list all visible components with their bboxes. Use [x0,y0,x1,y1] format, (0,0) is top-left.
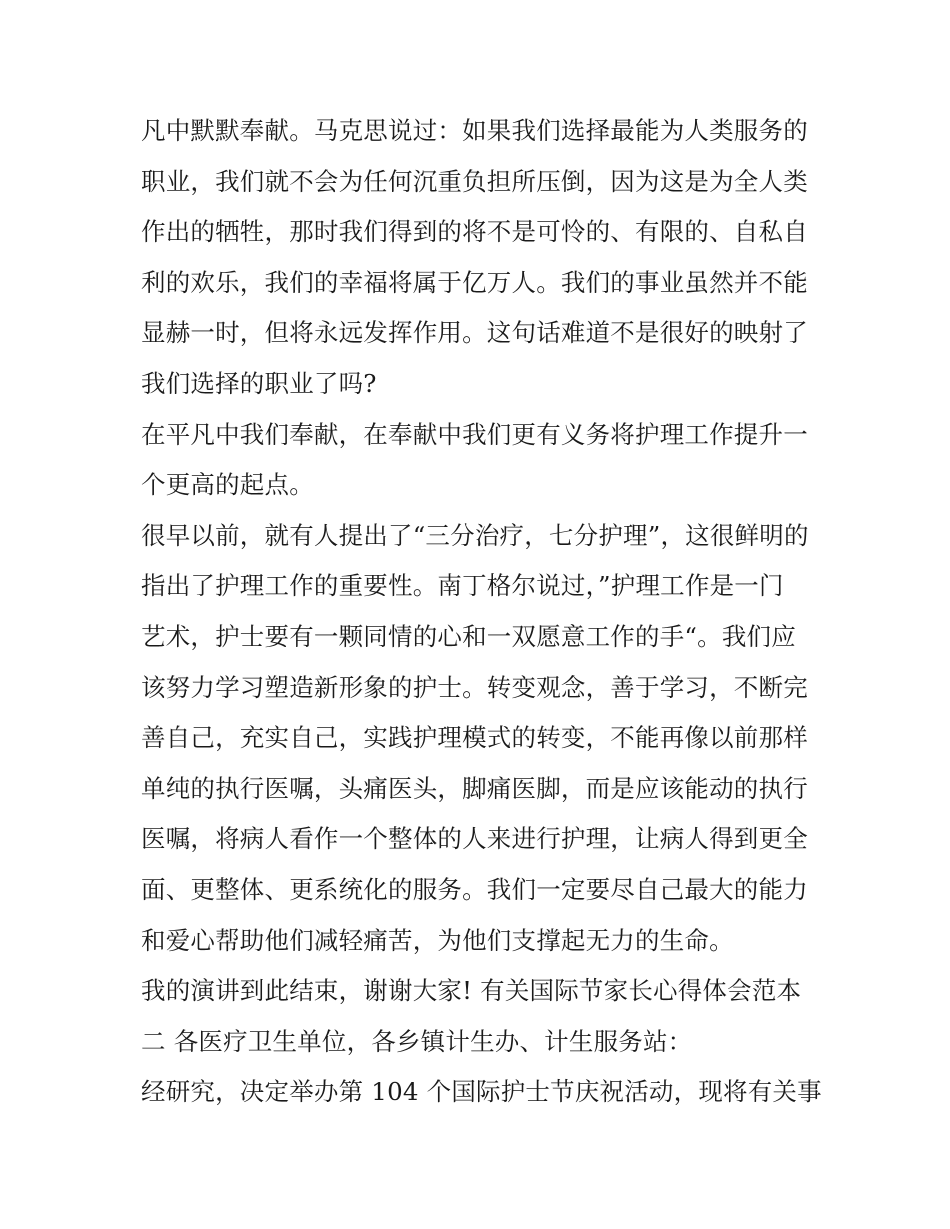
text-line: 在平凡中我们奉献，在奉献中我们更有义务将护理工作提升一 [141,419,808,449]
text-line: 艺术，护士要有一颗同情的心和一双愿意工作的手“。我们应 [141,621,796,651]
text-line: 显赫一时，但将永远发挥作用。这句话难道不是很好的映射了 [141,318,808,348]
text-line: 经研究，决定举办第 104 个国际护士节庆祝活动，现将有关事 [141,1077,822,1107]
text-line: 指出了护理工作的重要性。南丁格尔说过，”护理工作是一门 [141,571,784,601]
text-line: 作出的牺牲，那时我们得到的将不是可怜的、有限的、自私自 [141,217,808,247]
body-text [141,106,821,1118]
text-line: 个更高的起点。 [141,470,314,500]
text-line: 二 各医疗卫生单位，各乡镇计生办、计生服务站： [141,1026,693,1056]
text-line: 该努力学习塑造新形象的护士。转变观念，善于学习，不断完 [141,672,808,702]
text-line: 面、更整体、更系统化的服务。我们一定要尽自己最大的能力 [141,874,808,904]
text-line: 我们选择的职业了吗? [141,368,377,398]
text-line: 善自己，充实自己，实践护理模式的转变，不能再像以前那样 [141,723,808,753]
text-line: 凡中默默奉献。马克思说过：如果我们选择最能为人类服务的 [141,116,808,145]
text-line: 利的欢乐，我们的幸福将属于亿万人。我们的事业虽然并不能 [141,267,808,297]
text-line: 很早以前，就有人提出了“三分治疗，七分护理”，这很鲜明的 [141,520,809,550]
text-line: 我的演讲到此结束，谢谢大家! 有关国际节家长心得体会范本 [141,976,802,1006]
text-line: 医嘱，将病人看作一个整体的人来进行护理，让病人得到更全 [141,824,808,854]
text-line: 单纯的执行医嘱，头痛医头，脚痛医脚，而是应该能动的执行 [141,773,808,803]
text-line: 和爱心帮助他们减轻痛苦，为他们支撑起无力的生命。 [141,925,734,955]
text-line: 职业，我们就不会为任何沉重负担所压倒，因为这是为全人类 [141,166,808,196]
